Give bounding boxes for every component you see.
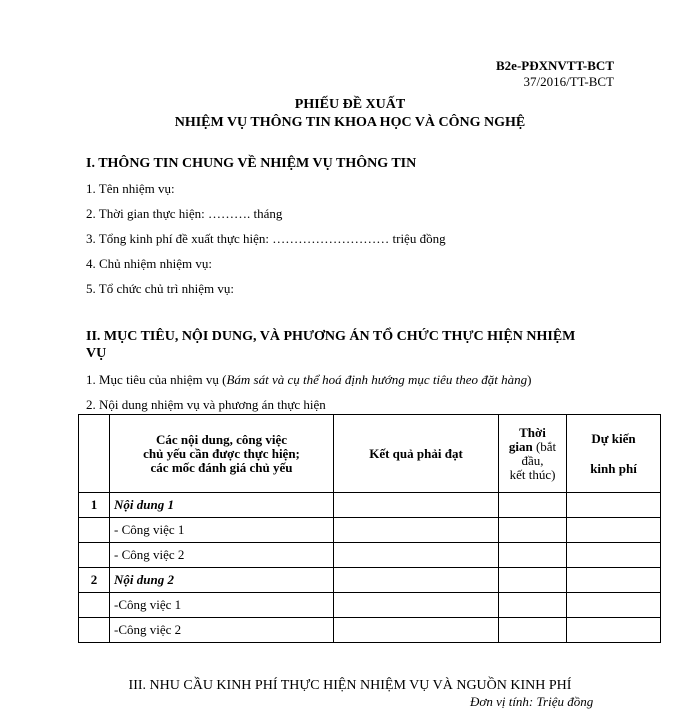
objectives-note: Bám sát và cụ thể hoá định hướng mục tiêu theo đặt hàng (226, 372, 528, 387)
field-host-organization: 5. Tổ chức chủ trì nhiệm vụ: (86, 281, 234, 296)
table-header-row (79, 415, 661, 493)
field-task-leader: 4. Chủ nhiệm nhiệm vụ: (86, 256, 213, 271)
table-row: -Công việc 1 (79, 593, 661, 618)
section-1-heading: I. THÔNG TIN CHUNG VỀ NHIỆM VỤ THÔNG TIN (86, 156, 417, 171)
document-title: PHIẾU ĐỀ XUẤT (294, 97, 406, 112)
form-code: B2e-PĐXNVTT-BCT (496, 58, 614, 73)
section-3-heading: III. NHU CẦU KINH PHÍ THỰC HIỆN NHIỆM VỤ VÀ NGUỒN KINH PHÍ (128, 678, 572, 693)
table-row: - Công việc 2 (79, 543, 661, 568)
header-content: Các nội dung, công việc chủ yếu cần được thực hiện; các mốc đánh giá chủ yếu (110, 415, 334, 493)
content-table (78, 414, 661, 643)
field-duration: 2. Thời gian thực hiện: ………. tháng (86, 206, 283, 221)
circular-reference: 37/2016/TT-BCT (523, 74, 614, 89)
unit-note: Đơn vị tính: Triệu đồng (470, 694, 594, 709)
header-timeframe: Thời gian (bắt đầu, kết thúc) (499, 415, 567, 493)
header-number (79, 415, 110, 493)
document-subtitle: NHIỆM VỤ THÔNG TIN KHOA HỌC VÀ CÔNG NGHỆ (174, 115, 526, 130)
field-objectives (86, 372, 532, 388)
field-total-budget: 3. Tổng kinh phí đề xuất thực hiện: ……………………… triệu đồng (86, 231, 446, 246)
section-2-heading-cont: VỤ (86, 346, 107, 361)
section-2-heading: II. MỤC TIÊU, NỘI DUNG, VÀ PHƯƠNG ÁN TỔ CHỨC THỰC HIỆN NHIỆM (86, 329, 576, 344)
table-row: 1 Nội dung 1 (79, 493, 661, 518)
table-row: 2 Nội dung 2 (79, 568, 661, 593)
objectives-suffix: ) (527, 372, 532, 387)
header-estimated-budget: Dự kiến kinh phí (567, 415, 661, 493)
field-content-plan: 2. Nội dung nhiệm vụ và phương án thực hiện (86, 397, 326, 412)
header-expected-results: Kết quả phải đạt (334, 415, 499, 493)
table-row: -Công việc 2 (79, 618, 661, 643)
table-row: - Công việc 1 (79, 518, 661, 543)
field-task-name: 1. Tên nhiệm vụ: (86, 181, 175, 196)
objectives-prefix: 1. Mục tiêu của nhiệm vụ ( (86, 372, 227, 387)
